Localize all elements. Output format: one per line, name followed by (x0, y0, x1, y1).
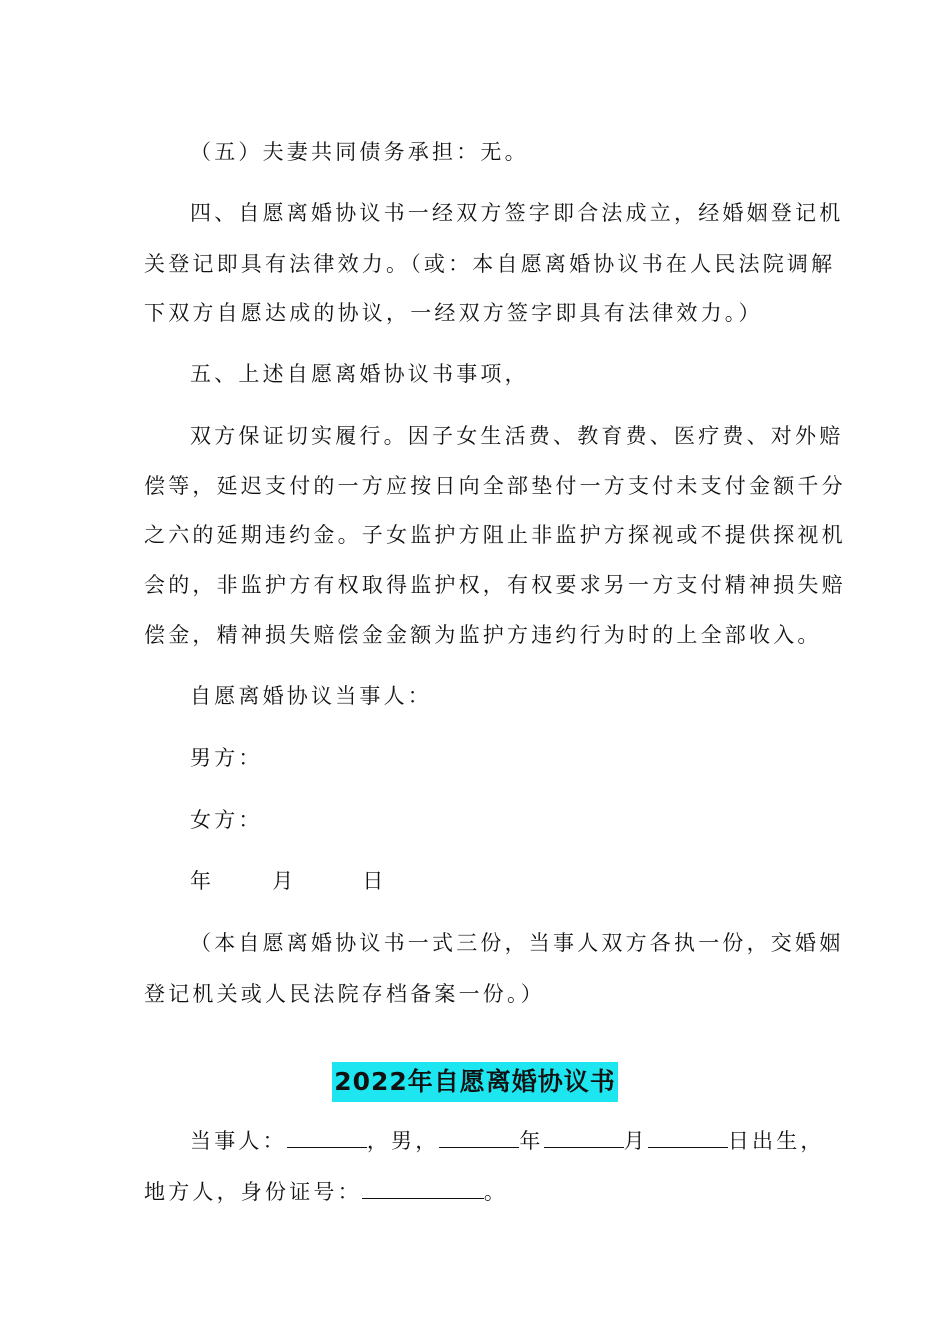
birth-text: 日出生， (727, 1129, 825, 1153)
note-line-1: （本自愿离婚协议书一式三份，当事人双方各执一份，交婚姻 (190, 931, 844, 955)
party-prefix: 当事人： (190, 1129, 287, 1153)
clause-four-line-3: 下双方自愿达成的协议，一经双方签字即具有法律效力。） (144, 301, 763, 325)
male-party-label: 男方： (190, 746, 263, 770)
date-day-label: 日 (362, 869, 387, 893)
debt-clause: （五）夫妻共同债务承担：无。 (190, 140, 529, 164)
clause-five: 五、上述自愿离婚协议书事项， (190, 362, 529, 386)
date-line (190, 866, 860, 896)
clause-five-body-line-1: 双方保证切实履行。因子女生活费、教育费、医疗费、对外赔 (190, 424, 844, 448)
id-number-blank[interactable] (362, 1178, 484, 1199)
clause-four-line-1: 四、自愿离婚协议书一经双方签字即合法成立，经婚姻登记机 (190, 201, 844, 225)
birth-month-blank[interactable] (544, 1127, 624, 1148)
note-line-2: 登记机关或人民法院存档备案一份。） (144, 982, 545, 1006)
party-info-line-1 (190, 1126, 860, 1156)
date-year-label: 年 (190, 869, 215, 893)
year-text: 年 (519, 1129, 544, 1153)
birth-day-blank[interactable] (648, 1127, 728, 1148)
id-prefix: 地方人，身份证号： (144, 1180, 362, 1204)
clause-five-body-line-5: 偿金，精神损失赔偿金金额为监护方违约行为时的上全部收入。 (144, 623, 822, 647)
clause-five-body-line-3: 之六的延期违约金。子女监护方阻止非监护方探视或不提供探视机 (144, 523, 846, 547)
name-blank[interactable] (287, 1127, 367, 1148)
parties-label: 自愿离婚协议当事人： (190, 684, 432, 708)
month-text: 月 (623, 1129, 648, 1153)
clause-four-line-2: 关登记即具有法律效力。（或：本自愿离婚协议书在人民法院调解 (144, 252, 836, 276)
id-end: 。 (483, 1180, 509, 1204)
title-container (0, 1062, 950, 1102)
clause-five-body-line-2: 偿等，延迟支付的一方应按日向全部垫付一方支付未支付金额千分 (144, 474, 846, 498)
party-info-line-2 (144, 1177, 814, 1207)
clause-five-body-line-4: 会的，非监护方有权取得监护权，有权要求另一方支付精神损失赔 (144, 573, 846, 597)
birth-year-blank[interactable] (439, 1127, 519, 1148)
female-party-label: 女方： (190, 808, 263, 832)
document-title: 2022年自愿离婚协议书 (332, 1062, 618, 1102)
date-month-label: 月 (272, 869, 297, 893)
gender-text: ，男， (366, 1129, 440, 1153)
